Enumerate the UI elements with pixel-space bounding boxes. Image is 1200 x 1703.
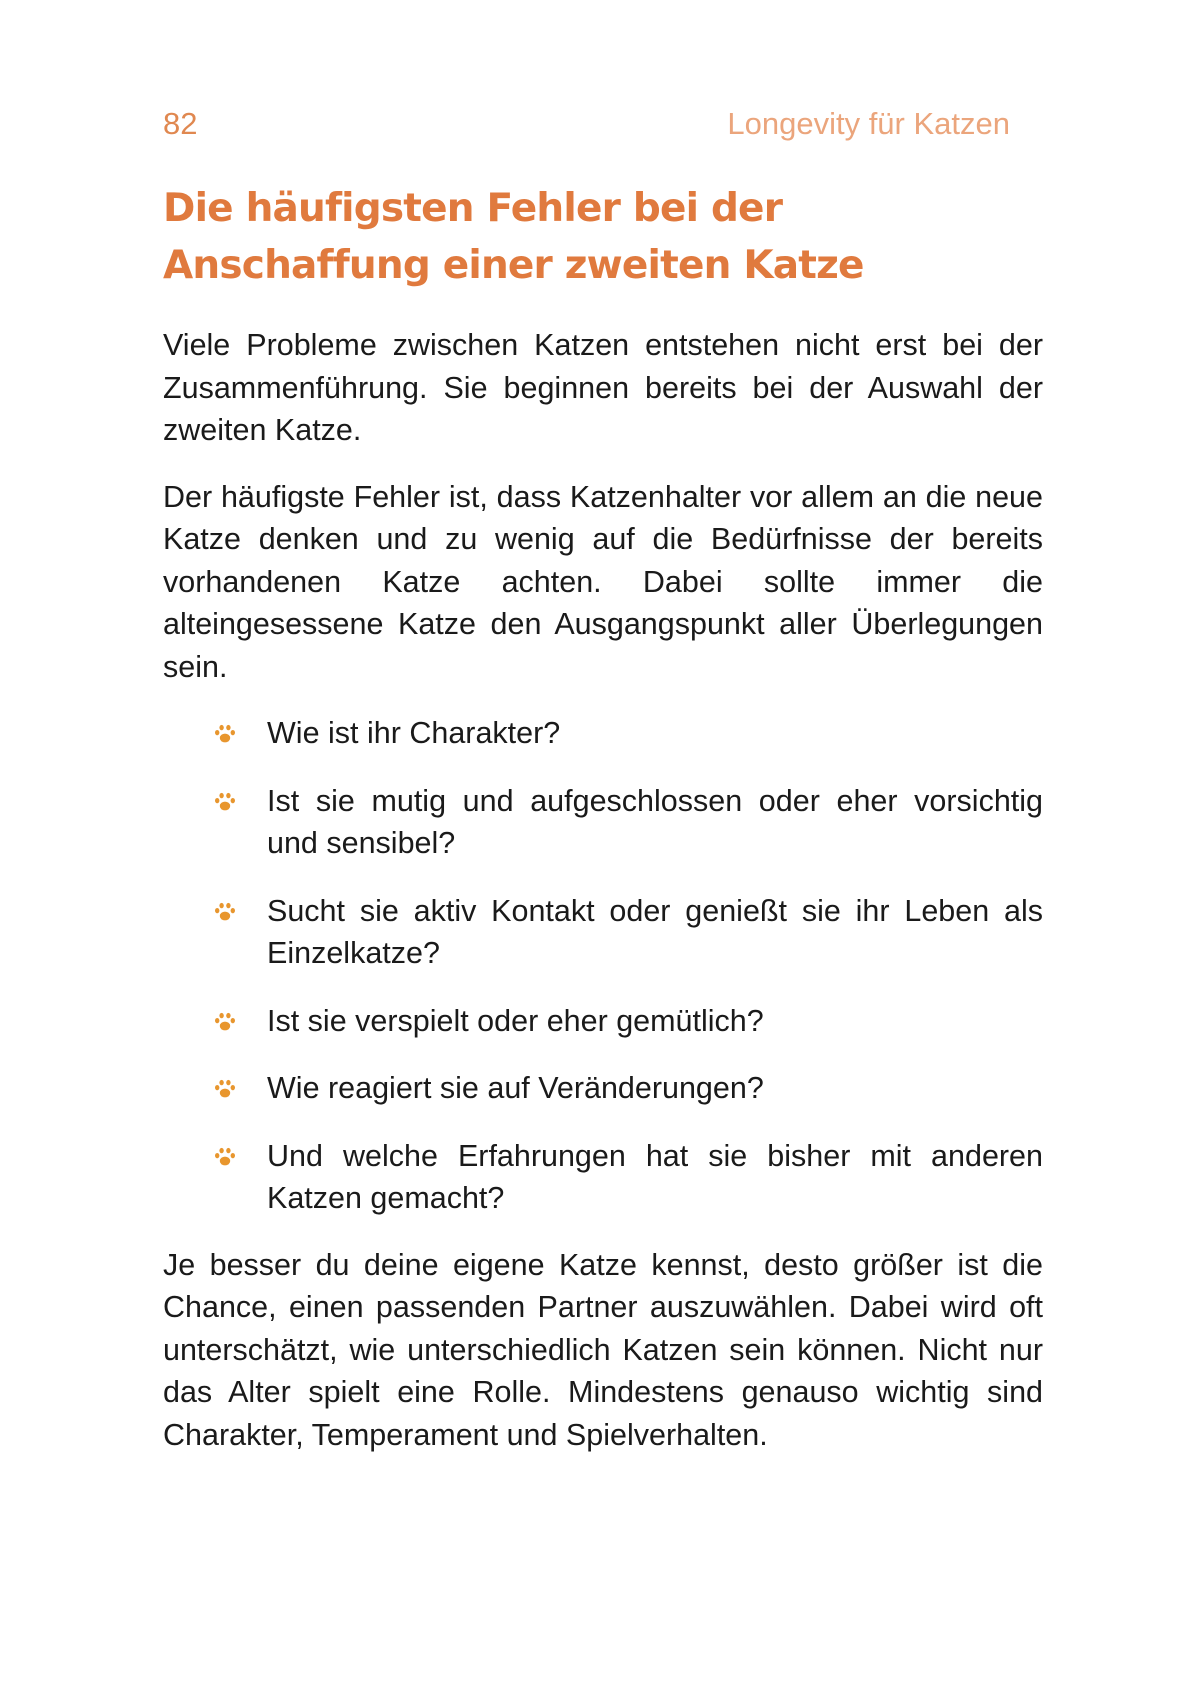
page-number: 82 [163, 106, 198, 141]
paragraph-intro: Viele Probleme zwischen Katzen entstehen nicht erst bei der Zusammenführung. Sie beginnen bereits bei der Auswahl der zweiten Katze. [163, 328, 1043, 447]
question-list [163, 712, 1043, 1220]
list-item [163, 1000, 1043, 1043]
list-item-text: Wie ist ihr Charakter? [267, 716, 561, 750]
paw-print-icon [214, 1147, 236, 1167]
list-item [163, 1067, 1043, 1110]
section-heading: Die häufigsten Fehler bei der Anschaffung einer zweiten Katze [163, 186, 864, 288]
paragraph-main-mistake: Der häufigste Fehler ist, dass Katzenhalter vor allem an die neue Katze denken und zu wenig auf die Bedürfnisse der bereits vorhandenen Katze achten. Dabei sollte immer die alteingesessene Katze den Ausgangspunkt aller Überlegungen sein. [163, 479, 1043, 684]
list-item-text: Ist sie verspielt oder eher gemütlich? [267, 1003, 764, 1038]
list-item-text: Ist sie mutig und aufgeschlossen oder eher vorsichtig und sensibel? [267, 783, 1043, 860]
running-header [163, 104, 1010, 144]
running-title: Longevity für Katzen [727, 106, 1010, 141]
list-item [163, 1135, 1043, 1220]
paw-print-icon [214, 724, 236, 744]
list-item [163, 712, 1043, 755]
paw-print-icon [214, 1012, 236, 1032]
list-item-text: Wie reagiert sie auf Veränderungen? [267, 1071, 764, 1105]
paragraph-closing: Je besser du deine eigene Katze kennst, desto größer ist die Chance, einen passenden Partner auszuwählen. Dabei wird oft unterschätzt, wie unterschiedlich Katzen sein können. Nicht nur das Alter spielt eine Rolle. Mindestens genauso wichtig sind Charakter, Temperament und Spielverhalten. [163, 1247, 1043, 1452]
paw-print-icon [214, 1079, 236, 1099]
list-item [163, 780, 1043, 865]
list-item-text: Sucht sie aktiv Kontakt oder genießt sie ihr Leben als Einzelkatze? [267, 893, 1043, 970]
page-content [163, 180, 1043, 1480]
paw-print-icon [214, 902, 236, 922]
list-item [163, 890, 1043, 975]
paw-print-icon [214, 792, 236, 812]
list-item-text: Und welche Erfahrungen hat sie bisher mit anderen Katzen gemacht? [267, 1138, 1043, 1215]
